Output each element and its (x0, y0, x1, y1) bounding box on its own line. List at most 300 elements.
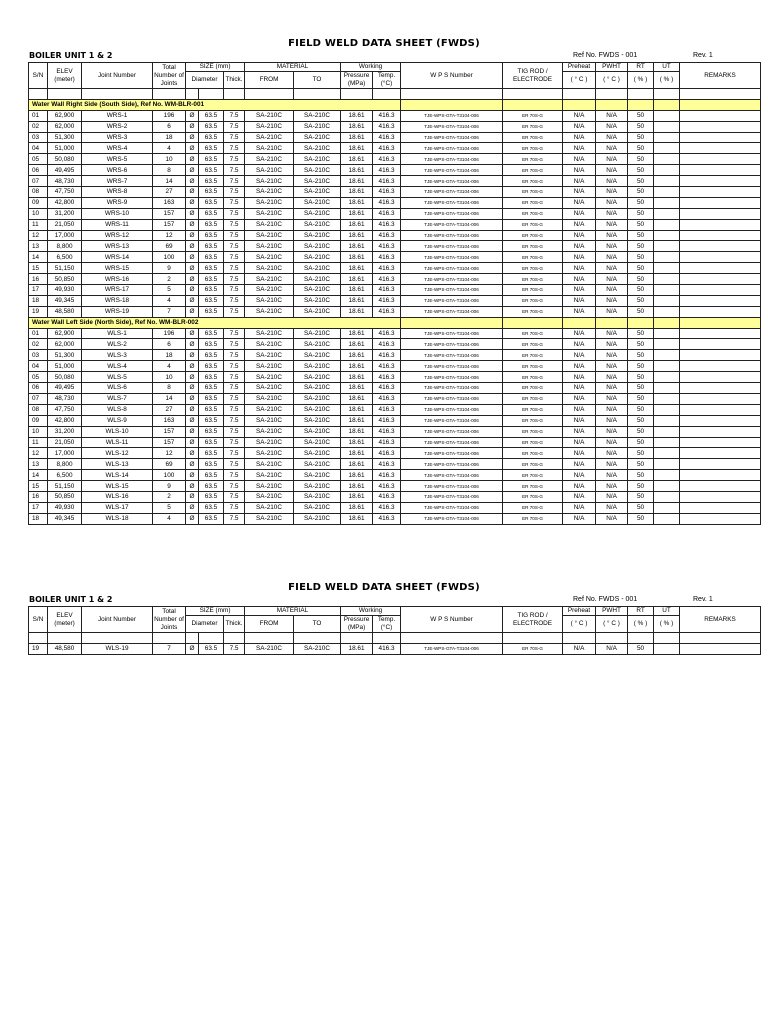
cell-preheat: N/A (563, 491, 596, 502)
cell-preheat: N/A (563, 208, 596, 219)
cell-wps-number: TJE-WPS-GTA-T3104-006 (401, 110, 503, 121)
cell-remarks (680, 393, 761, 404)
cell-diameter-symbol: Ø (186, 285, 199, 296)
cell-diameter: 63.5 (199, 154, 224, 165)
empty-cell (596, 317, 628, 328)
cell-tig-rod: ER 70S-G (503, 470, 563, 481)
cell-material-from: SA-210C (245, 513, 294, 524)
cell-material-to: SA-210C (294, 143, 341, 154)
cell-sn: 14 (29, 252, 48, 263)
empty-cell (628, 99, 654, 110)
cell-preheat: N/A (563, 372, 596, 383)
cell-ut (654, 241, 680, 252)
cell-tig-rod: ER 70S-G (503, 481, 563, 492)
cell-diameter: 63.5 (199, 339, 224, 350)
empty-cell (680, 633, 761, 644)
cell-rt: 50 (628, 404, 654, 415)
cell-preheat: N/A (563, 448, 596, 459)
cell-total-joints: 69 (153, 459, 186, 470)
cell-pwht: N/A (596, 437, 628, 448)
cell-pressure: 18.61 (341, 393, 373, 404)
cell-tig-rod: ER 70S-G (503, 306, 563, 317)
cell-elev: 50,850 (48, 491, 82, 502)
cell-temp: 416.3 (373, 339, 401, 350)
cell-thick: 7.5 (224, 285, 245, 296)
cell-preheat: N/A (563, 165, 596, 176)
cell-sn: 03 (29, 132, 48, 143)
cell-material-from: SA-210C (245, 383, 294, 394)
cell-pressure: 18.61 (341, 459, 373, 470)
cell-elev: 31,200 (48, 208, 82, 219)
cell-material-from: SA-210C (245, 285, 294, 296)
cell-thick: 7.5 (224, 437, 245, 448)
cell-total-joints: 7 (153, 643, 186, 654)
cell-material-to: SA-210C (294, 306, 341, 317)
cell-material-to: SA-210C (294, 459, 341, 470)
cell-temp: 416.3 (373, 285, 401, 296)
cell-wps-number: TJE-WPS-GTA-T3104-006 (401, 328, 503, 339)
cell-thick: 7.5 (224, 187, 245, 198)
cell-ut (654, 502, 680, 513)
cell-pwht: N/A (596, 165, 628, 176)
cell-remarks (680, 502, 761, 513)
cell-pressure: 18.61 (341, 176, 373, 187)
cell-pwht: N/A (596, 143, 628, 154)
cell-wps-number: TJE-WPS-GTA-T3104-006 (401, 426, 503, 437)
cell-diameter: 63.5 (199, 241, 224, 252)
cell-tig-rod: ER 70S-G (503, 448, 563, 459)
cell-remarks (680, 154, 761, 165)
cell-sn: 07 (29, 393, 48, 404)
cell-joint-number: WLS-2 (82, 339, 153, 350)
table-row (29, 187, 761, 198)
empty-cell (294, 633, 341, 644)
cell-total-joints: 14 (153, 393, 186, 404)
cell-ut (654, 339, 680, 350)
header-pwht-unit: ( ° C ) (596, 72, 628, 89)
header-row (29, 63, 761, 72)
cell-diameter-symbol: Ø (186, 643, 199, 654)
cell-temp: 416.3 (373, 219, 401, 230)
table-row (29, 393, 761, 404)
cell-tig-rod: ER 70S-G (503, 274, 563, 285)
table-row (29, 415, 761, 426)
cell-temp: 416.3 (373, 143, 401, 154)
cell-material-to: SA-210C (294, 110, 341, 121)
cell-diameter: 63.5 (199, 513, 224, 524)
cell-sn: 05 (29, 372, 48, 383)
cell-diameter: 63.5 (199, 481, 224, 492)
cell-material-to: SA-210C (294, 372, 341, 383)
cell-material-to: SA-210C (294, 491, 341, 502)
cell-preheat: N/A (563, 197, 596, 208)
cell-diameter-symbol: Ø (186, 383, 199, 394)
cell-ut (654, 350, 680, 361)
header-thick: Thick. (224, 616, 245, 633)
cell-preheat: N/A (563, 121, 596, 132)
cell-thick: 7.5 (224, 481, 245, 492)
table-row (29, 643, 761, 654)
cell-total-joints: 18 (153, 132, 186, 143)
cell-preheat: N/A (563, 426, 596, 437)
header-pwht-unit: ( ° C ) (596, 616, 628, 633)
cell-pressure: 18.61 (341, 372, 373, 383)
empty-cell (186, 633, 199, 644)
cell-pressure: 18.61 (341, 263, 373, 274)
cell-tig-rod: ER 70S-G (503, 437, 563, 448)
header-pwht: PWHT (596, 607, 628, 616)
cell-thick: 7.5 (224, 415, 245, 426)
cell-diameter-symbol: Ø (186, 252, 199, 263)
empty-cell (29, 89, 48, 100)
reference-number: Ref No. FWDS - 001 (573, 52, 638, 59)
cell-joint-number: WRS-2 (82, 121, 153, 132)
cell-diameter: 63.5 (199, 502, 224, 513)
cell-diameter-symbol: Ø (186, 219, 199, 230)
cell-material-from: SA-210C (245, 252, 294, 263)
cell-total-joints: 157 (153, 219, 186, 230)
cell-diameter: 63.5 (199, 459, 224, 470)
sheet-title: FIELD WELD DATA SHEET (FWDS) (288, 582, 480, 593)
cell-preheat: N/A (563, 219, 596, 230)
cell-ut (654, 328, 680, 339)
cell-wps-number: TJE-WPS-GTA-T3104-006 (401, 643, 503, 654)
cell-temp: 416.3 (373, 448, 401, 459)
cell-preheat: N/A (563, 306, 596, 317)
cell-pressure: 18.61 (341, 143, 373, 154)
cell-thick: 7.5 (224, 219, 245, 230)
cell-ut (654, 132, 680, 143)
cell-tig-rod: ER 70S-G (503, 426, 563, 437)
cell-joint-number: WLS-14 (82, 470, 153, 481)
empty-cell (82, 633, 153, 644)
cell-sn: 19 (29, 306, 48, 317)
cell-pwht: N/A (596, 470, 628, 481)
cell-remarks (680, 481, 761, 492)
cell-diameter: 63.5 (199, 491, 224, 502)
cell-rt: 50 (628, 165, 654, 176)
cell-preheat: N/A (563, 187, 596, 198)
empty-cell (596, 89, 628, 100)
cell-total-joints: 157 (153, 426, 186, 437)
header-elev: ELEV (meter) (48, 63, 82, 89)
cell-thick: 7.5 (224, 154, 245, 165)
table-row (29, 263, 761, 274)
header-ut-unit: ( % ) (654, 72, 680, 89)
cell-diameter-symbol: Ø (186, 415, 199, 426)
cell-remarks (680, 361, 761, 372)
cell-material-to: SA-210C (294, 295, 341, 306)
header-to: TO (294, 72, 341, 89)
cell-rt: 50 (628, 372, 654, 383)
cell-sn: 14 (29, 470, 48, 481)
table-header (29, 63, 761, 89)
cell-joint-number: WLS-3 (82, 350, 153, 361)
cell-wps-number: TJE-WPS-GTA-T3104-006 (401, 154, 503, 165)
cell-material-from: SA-210C (245, 350, 294, 361)
header-preheat: Preheat (563, 607, 596, 616)
cell-preheat: N/A (563, 132, 596, 143)
cell-joint-number: WLS-1 (82, 328, 153, 339)
cell-total-joints: 5 (153, 285, 186, 296)
cell-diameter-symbol: Ø (186, 502, 199, 513)
table-row (29, 110, 761, 121)
cell-material-from: SA-210C (245, 241, 294, 252)
cell-elev: 48,730 (48, 393, 82, 404)
cell-remarks (680, 295, 761, 306)
cell-material-to: SA-210C (294, 230, 341, 241)
cell-ut (654, 252, 680, 263)
cell-temp: 416.3 (373, 197, 401, 208)
cell-temp: 416.3 (373, 459, 401, 470)
cell-remarks (680, 263, 761, 274)
weld-data-sheet-page-1 (28, 38, 740, 525)
cell-ut (654, 459, 680, 470)
cell-pressure: 18.61 (341, 328, 373, 339)
cell-elev: 62,000 (48, 339, 82, 350)
cell-preheat: N/A (563, 502, 596, 513)
cell-material-from: SA-210C (245, 306, 294, 317)
cell-thick: 7.5 (224, 328, 245, 339)
cell-diameter: 63.5 (199, 219, 224, 230)
cell-ut (654, 110, 680, 121)
cell-wps-number: TJE-WPS-GTA-T3104-006 (401, 383, 503, 394)
cell-material-from: SA-210C (245, 110, 294, 121)
cell-material-from: SA-210C (245, 481, 294, 492)
cell-material-from: SA-210C (245, 197, 294, 208)
cell-wps-number: TJE-WPS-GTA-T3104-006 (401, 415, 503, 426)
cell-diameter: 63.5 (199, 285, 224, 296)
cell-remarks (680, 132, 761, 143)
table-row (29, 176, 761, 187)
header-working: Working (341, 607, 401, 616)
cell-tig-rod: ER 70S-G (503, 285, 563, 296)
cell-elev: 50,080 (48, 154, 82, 165)
cell-elev: 62,900 (48, 328, 82, 339)
table-row (29, 306, 761, 317)
empty-cell (563, 633, 596, 644)
cell-diameter-symbol: Ø (186, 481, 199, 492)
empty-cell (245, 633, 294, 644)
cell-material-to: SA-210C (294, 197, 341, 208)
cell-thick: 7.5 (224, 502, 245, 513)
table-row (29, 404, 761, 415)
table-body (29, 89, 761, 525)
cell-tig-rod: ER 70S-G (503, 241, 563, 252)
cell-total-joints: 10 (153, 154, 186, 165)
cell-pwht: N/A (596, 502, 628, 513)
cell-preheat: N/A (563, 274, 596, 285)
empty-cell (401, 317, 503, 328)
cell-sn: 10 (29, 426, 48, 437)
cell-thick: 7.5 (224, 643, 245, 654)
revision-label: Rev. 1 (693, 596, 713, 603)
table-row (29, 470, 761, 481)
cell-joint-number: WLS-4 (82, 361, 153, 372)
header-rt-unit: ( % ) (628, 72, 654, 89)
cell-total-joints: 8 (153, 383, 186, 394)
cell-material-from: SA-210C (245, 208, 294, 219)
cell-sn: 02 (29, 121, 48, 132)
cell-material-from: SA-210C (245, 132, 294, 143)
cell-material-from: SA-210C (245, 121, 294, 132)
header-remarks: REMARKS (680, 607, 761, 633)
cell-diameter-symbol: Ø (186, 491, 199, 502)
cell-rt: 50 (628, 187, 654, 198)
cell-tig-rod: ER 70S-G (503, 643, 563, 654)
cell-pressure: 18.61 (341, 219, 373, 230)
cell-diameter: 63.5 (199, 393, 224, 404)
header-total-joints: Total Number of Joints (154, 607, 184, 631)
cell-pressure: 18.61 (341, 448, 373, 459)
cell-diameter-symbol: Ø (186, 306, 199, 317)
cell-remarks (680, 459, 761, 470)
cell-pressure: 18.61 (341, 383, 373, 394)
cell-pressure: 18.61 (341, 470, 373, 481)
cell-total-joints: 6 (153, 121, 186, 132)
cell-pressure: 18.61 (341, 513, 373, 524)
cell-remarks (680, 372, 761, 383)
cell-pressure: 18.61 (341, 121, 373, 132)
cell-material-from: SA-210C (245, 230, 294, 241)
spacer-row (29, 633, 761, 644)
cell-thick: 7.5 (224, 110, 245, 121)
cell-wps-number: TJE-WPS-GTA-T3104-006 (401, 263, 503, 274)
empty-cell (503, 317, 563, 328)
section-header-row (29, 99, 761, 110)
cell-elev: 51,300 (48, 350, 82, 361)
cell-temp: 416.3 (373, 470, 401, 481)
cell-total-joints: 7 (153, 306, 186, 317)
header-remarks: REMARKS (680, 63, 761, 89)
cell-rt: 50 (628, 459, 654, 470)
revision-label: Rev. 1 (693, 52, 713, 59)
table-row (29, 121, 761, 132)
cell-wps-number: TJE-WPS-GTA-T3104-006 (401, 470, 503, 481)
cell-pressure: 18.61 (341, 241, 373, 252)
empty-cell (294, 89, 341, 100)
empty-cell (153, 633, 186, 644)
cell-ut (654, 513, 680, 524)
cell-joint-number: WLS-11 (82, 437, 153, 448)
cell-remarks (680, 328, 761, 339)
empty-cell (654, 99, 680, 110)
cell-sn: 09 (29, 415, 48, 426)
cell-pwht: N/A (596, 295, 628, 306)
cell-diameter: 63.5 (199, 230, 224, 241)
cell-diameter: 63.5 (199, 306, 224, 317)
cell-tig-rod: ER 70S-G (503, 404, 563, 415)
cell-joint-number: WLS-8 (82, 404, 153, 415)
spacer-row (29, 89, 761, 100)
cell-pressure: 18.61 (341, 110, 373, 121)
header-temp: Temp. (°C) (373, 72, 401, 89)
cell-pwht: N/A (596, 513, 628, 524)
cell-pwht: N/A (596, 404, 628, 415)
cell-material-from: SA-210C (245, 328, 294, 339)
cell-total-joints: 10 (153, 372, 186, 383)
cell-sn: 04 (29, 361, 48, 372)
cell-rt: 50 (628, 252, 654, 263)
cell-thick: 7.5 (224, 470, 245, 481)
table-row (29, 372, 761, 383)
cell-pressure: 18.61 (341, 274, 373, 285)
cell-pwht: N/A (596, 350, 628, 361)
cell-elev: 62,000 (48, 121, 82, 132)
cell-pwht: N/A (596, 459, 628, 470)
cell-sn: 19 (29, 643, 48, 654)
cell-joint-number: WRS-16 (82, 274, 153, 285)
cell-temp: 416.3 (373, 350, 401, 361)
cell-material-to: SA-210C (294, 132, 341, 143)
cell-pressure: 18.61 (341, 306, 373, 317)
cell-sn: 13 (29, 459, 48, 470)
cell-sn: 12 (29, 230, 48, 241)
cell-thick: 7.5 (224, 393, 245, 404)
cell-tig-rod: ER 70S-G (503, 197, 563, 208)
cell-material-to: SA-210C (294, 513, 341, 524)
cell-joint-number: WRS-15 (82, 263, 153, 274)
cell-pressure: 18.61 (341, 154, 373, 165)
cell-pwht: N/A (596, 285, 628, 296)
table-row (29, 383, 761, 394)
empty-cell (199, 89, 224, 100)
empty-cell (563, 317, 596, 328)
cell-sn: 16 (29, 274, 48, 285)
cell-temp: 416.3 (373, 121, 401, 132)
cell-material-to: SA-210C (294, 426, 341, 437)
header-tig-rod: TIG ROD / ELECTRODE (503, 63, 563, 89)
cell-thick: 7.5 (224, 513, 245, 524)
cell-thick: 7.5 (224, 383, 245, 394)
cell-temp: 416.3 (373, 372, 401, 383)
cell-ut (654, 143, 680, 154)
header-working: Working (341, 63, 401, 72)
cell-total-joints: 6 (153, 339, 186, 350)
cell-preheat: N/A (563, 285, 596, 296)
empty-cell (503, 633, 563, 644)
cell-material-to: SA-210C (294, 383, 341, 394)
cell-material-to: SA-210C (294, 252, 341, 263)
cell-elev: 21,050 (48, 437, 82, 448)
cell-tig-rod: ER 70S-G (503, 295, 563, 306)
cell-elev: 47,750 (48, 404, 82, 415)
cell-remarks (680, 306, 761, 317)
cell-sn: 16 (29, 491, 48, 502)
cell-temp: 416.3 (373, 415, 401, 426)
cell-pwht: N/A (596, 339, 628, 350)
cell-rt: 50 (628, 274, 654, 285)
cell-total-joints: 163 (153, 415, 186, 426)
cell-pressure: 18.61 (341, 197, 373, 208)
cell-preheat: N/A (563, 361, 596, 372)
cell-pressure: 18.61 (341, 339, 373, 350)
cell-elev: 49,345 (48, 513, 82, 524)
cell-pwht: N/A (596, 306, 628, 317)
cell-rt: 50 (628, 513, 654, 524)
header-total-joints: Total Number of Joints (154, 63, 184, 87)
cell-diameter: 63.5 (199, 143, 224, 154)
cell-elev: 42,800 (48, 197, 82, 208)
cell-diameter: 63.5 (199, 383, 224, 394)
cell-thick: 7.5 (224, 230, 245, 241)
cell-diameter-symbol: Ø (186, 241, 199, 252)
cell-preheat: N/A (563, 241, 596, 252)
cell-diameter-symbol: Ø (186, 143, 199, 154)
cell-sn: 07 (29, 176, 48, 187)
cell-remarks (680, 165, 761, 176)
cell-elev: 49,495 (48, 165, 82, 176)
